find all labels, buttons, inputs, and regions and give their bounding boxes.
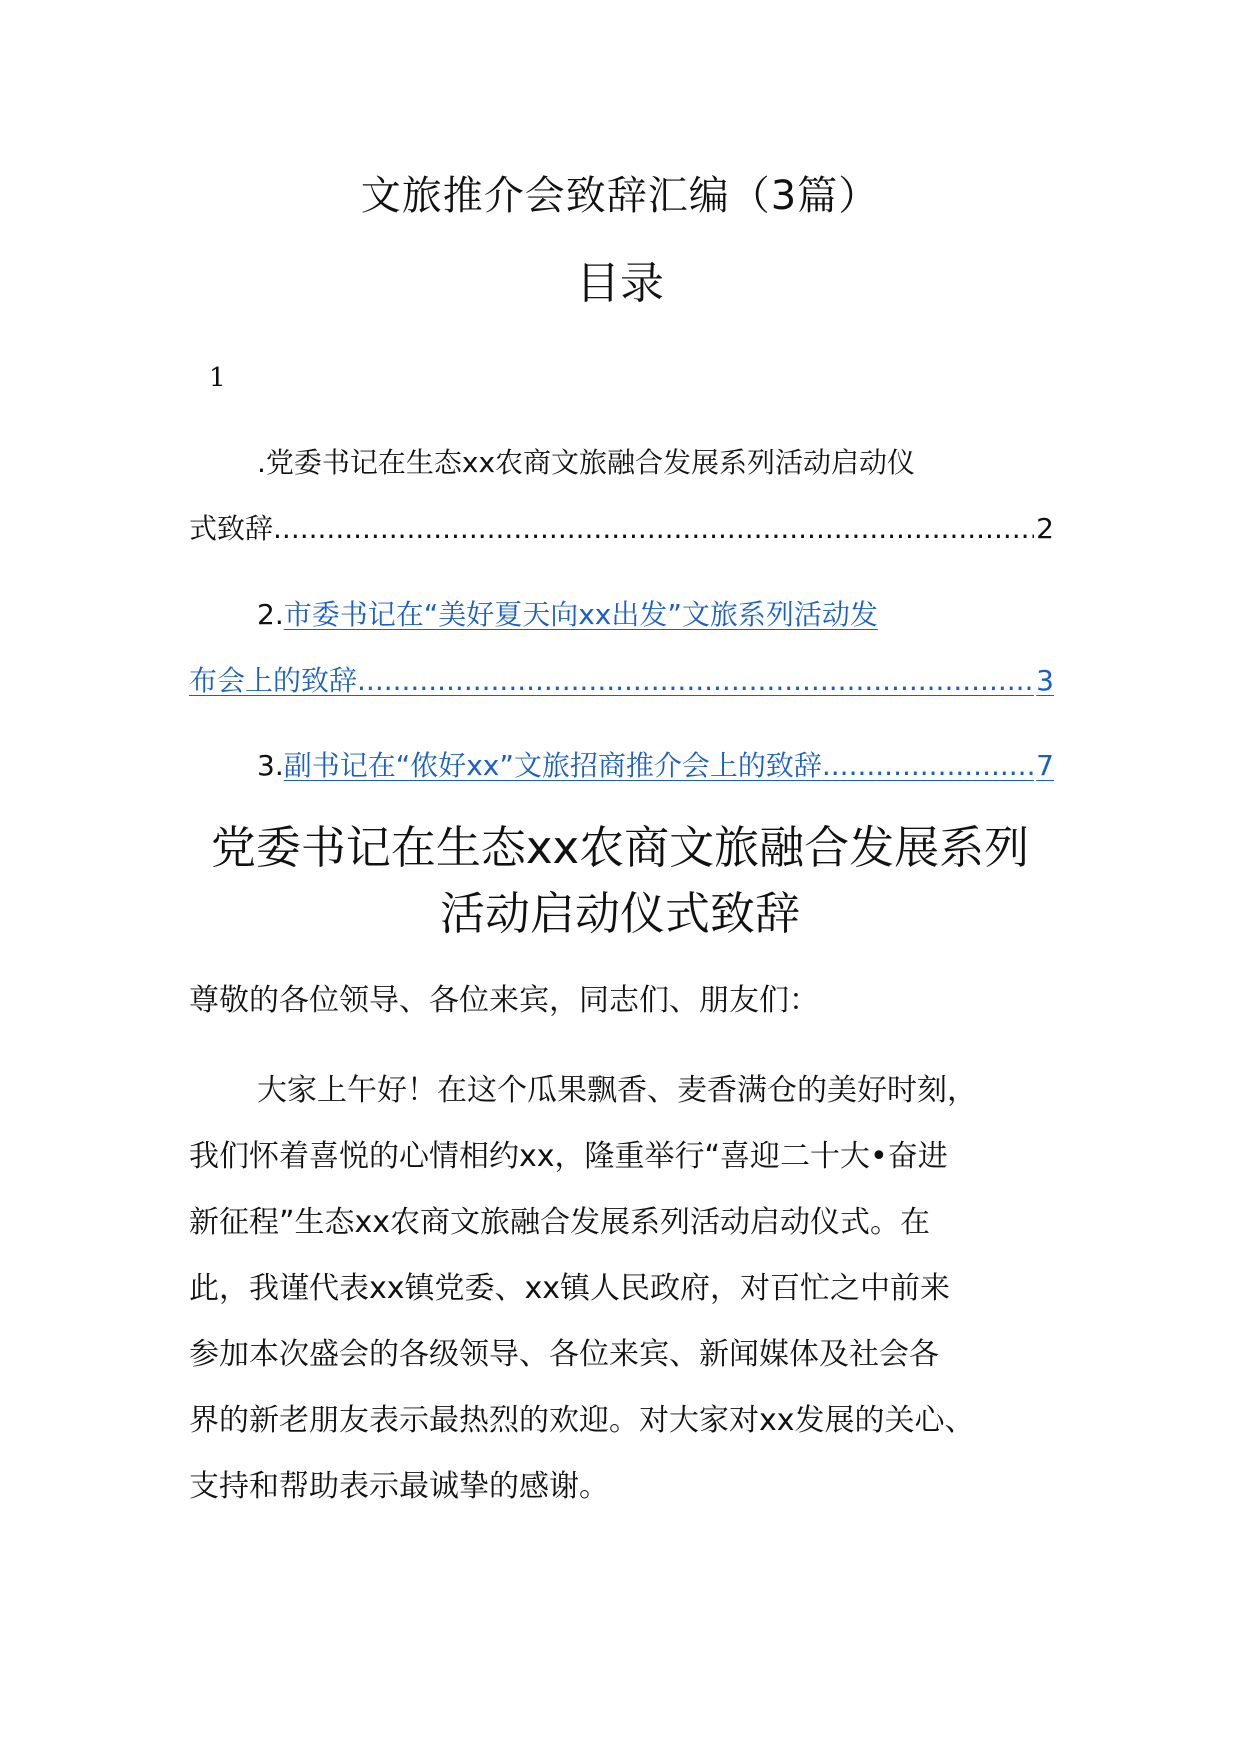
toc-page-number: 2 — [1036, 512, 1054, 545]
paragraph-line: 此，我谨代表xx镇党委、xx镇人民政府，对百忙之中前来 — [189, 1271, 951, 1306]
toc-entry-title: 党委书记在生态xx农商文旅融合发展系列活动启动仪 — [265, 446, 916, 479]
toc-dot-leader — [273, 496, 1034, 562]
paragraph-line: 支持和帮助表示最诚挚的感谢。 — [189, 1469, 609, 1504]
toc-entry-link[interactable]: 市委书记在“美好夏天向xx出发”文旅系列活动发 — [283, 598, 878, 631]
toc-entry-line — [189, 430, 1054, 496]
paragraph-line: 参加本次盛会的各级领导、各位来宾、新闻媒体及社会各 — [189, 1337, 939, 1372]
paragraph-line: 新征程”生态xx农商文旅融合发展系列活动启动仪式。在 — [189, 1205, 931, 1240]
toc-page-number[interactable]: 3 — [1036, 664, 1054, 697]
toc-entry-3[interactable] — [189, 733, 1054, 799]
toc-entry-1[interactable] — [189, 430, 1054, 562]
toc-heading: 目录 — [576, 258, 664, 309]
list-number-marker: 1 — [209, 363, 226, 393]
toc-entry-line[interactable] — [189, 648, 1054, 714]
toc-entry-line — [189, 496, 1054, 562]
toc-entry-prefix: 3. — [257, 749, 284, 782]
toc-entry-line — [189, 733, 1054, 799]
body-paragraph — [189, 1058, 1069, 1520]
section-title-line-1: 党委书记在生态xx农商文旅融合发展系列 — [210, 821, 1030, 874]
paragraph-line: 我们怀着喜悦的心情相约xx，隆重举行“喜迎二十大•奋进 — [189, 1139, 948, 1174]
document-title: 文旅推介会致辞汇编（3篇） — [360, 173, 880, 219]
toc-entry-prefix: 2. — [257, 598, 284, 631]
toc-entry-2[interactable] — [189, 582, 1054, 714]
toc-dot-leader — [822, 733, 1034, 799]
section-title — [150, 815, 1090, 947]
paragraph-line: 大家上午好！在这个瓜果飘香、麦香满仓的美好时刻， — [257, 1073, 977, 1108]
toc-entry-title-continued[interactable]: 布会上的致辞 — [189, 664, 358, 697]
toc-entry-line — [189, 582, 1054, 648]
toc-entry-link[interactable]: 副书记在“侬好xx”文旅招商推介会上的致辞 — [283, 749, 822, 782]
toc-dot-leader — [357, 648, 1034, 714]
paragraph-line: 界的新老朋友表示最热烈的欢迎。对大家对xx发展的关心、 — [189, 1403, 975, 1438]
toc-entry-title-continued: 式致辞 — [189, 512, 274, 545]
section-title-line-2: 活动启动仪式致辞 — [439, 887, 800, 940]
toc-entry-prefix: . — [257, 446, 266, 479]
salutation: 尊敬的各位领导、各位来宾，同志们、朋友们： — [189, 983, 819, 1018]
toc-page-number[interactable]: 7 — [1036, 749, 1054, 782]
